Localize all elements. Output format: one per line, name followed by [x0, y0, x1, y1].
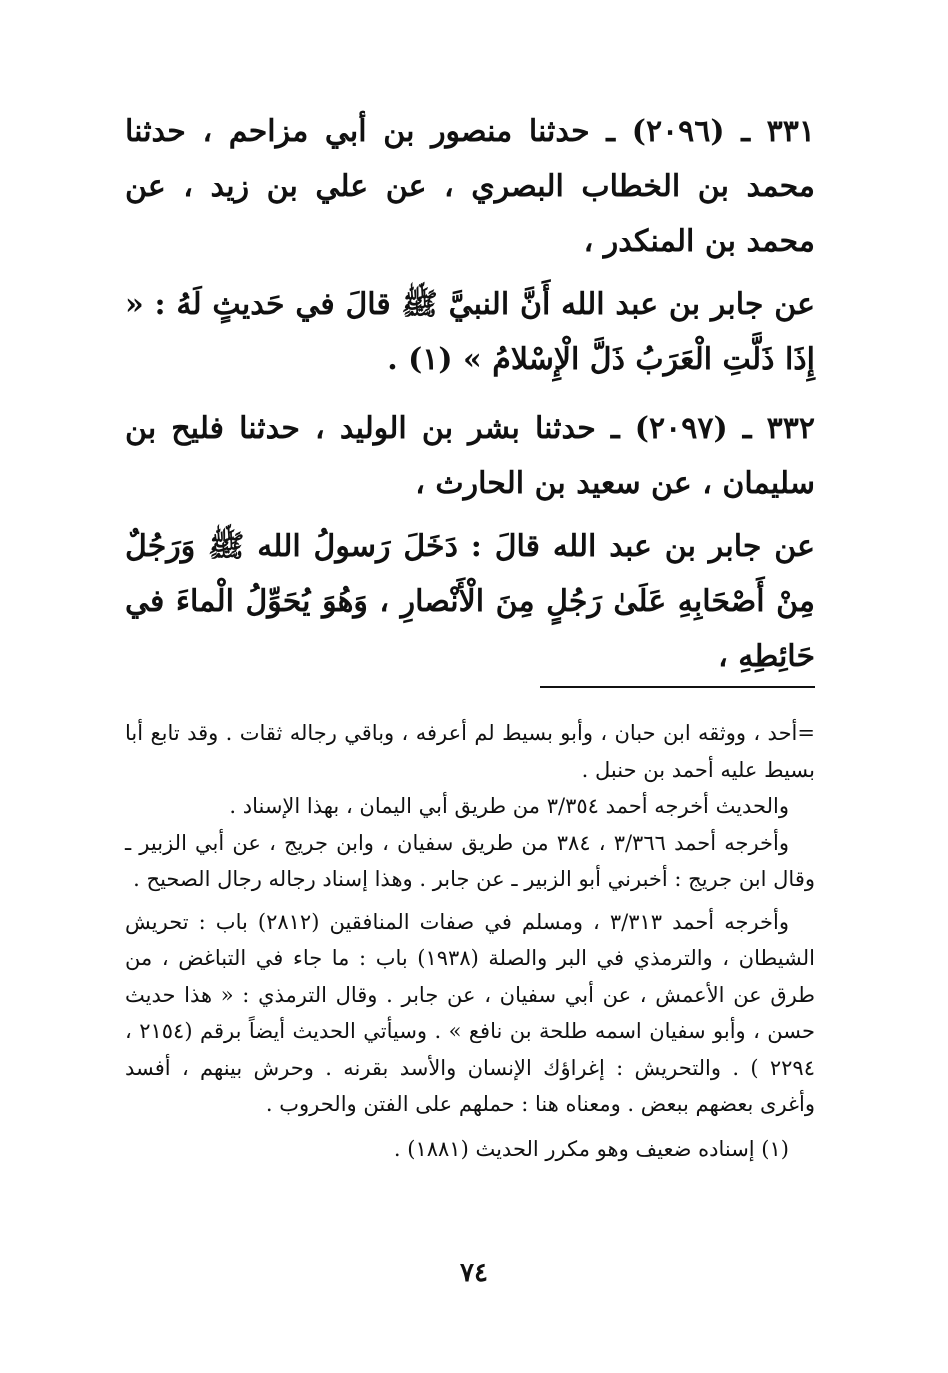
- footnote-divider: [540, 686, 815, 688]
- footnotes: [125, 715, 815, 1167]
- hadith-331-text: [125, 277, 815, 387]
- footnote-paragraph: وأخرجه أحمد ٣/٣٦٦ ، ٣٨٤ من طريق سفيان ، وابن جريج ، عن أبي الزبير ـ وقال ابن جريج : أخبرني أبو الزبير ـ عن جابر . وهذا إسناد رجاله رجال الصحيح .: [125, 830, 815, 891]
- main-text: [125, 104, 815, 684]
- footnote-continuation: =أحد ، ووثقه ابن حبان ، وأبو بسيط لم أعرفه ، وباقي رجاله ثقات . وقد تابع أبا بسيط عليه أحمد بن حنبل .: [125, 721, 815, 782]
- hadith-332-chain: ٣٣٢ ـ (٢٠٩٧) ـ حدثنا بشر بن الوليد ، حدثنا فليح بن سليمان ، عن سعيد بن الحارث ،: [125, 411, 816, 501]
- hadith-331-intro: عن جابر بن عبد الله أَنَّ النبيَّ ﷺ قالَ في حَديثٍ لَهُ : «: [125, 287, 815, 322]
- footnote-paragraph: وأخرجه أحمد ٣/٣١٣ ، ومسلم في صفات المنافقين (٢٨١٢) باب : تحريش الشيطان ، والترمذي في البر والصلة (١٩٣٨) باب : ما جاء في التباغض ، من طرق عن الأعمش ، عن أبي سفيان ، عن جابر . وقال الترمذي : « هذا حديث حسن ، وأبو سفيان اسمه طلحة بن نافع » . وسيأتي الحديث أيضاً برقم (٢١٥٤ ، ٢٢٩٤ ) . والتحريش : إغراؤك الإنسان والأسد بقرنه . وحرش بينهم ، أفسد وأغرى بعضهم ببعض . ومعناه هنا : حملهم على الفتن والحروب .: [125, 909, 816, 1116]
- hadith-332-text: عن جابر بن عبد الله قالَ : دَخَلَ رَسولُ الله ﷺ وَرَجُلٌ مِنْ أَصْحَابِهِ عَلَىٰ رَجُلٍ مِنَ الْأَنْصارِ ، وَهُوَ يُحَوِّلُ الْماءَ في حَائِطِهِ ،: [125, 529, 815, 674]
- hadith-331-quote: إِذَا ذَلَّتِ الْعَرَبُ ذَلَّ الْإِسْلامُ: [492, 342, 815, 377]
- hadith-331-footnote-ref: » (١) .: [387, 342, 482, 377]
- page-number: ٧٤: [460, 1258, 488, 1288]
- footnote-1: (١) إسناده ضعيف وهو مكرر الحديث (١٨٨١) .: [393, 1136, 789, 1161]
- hadith-331-chain: ٣٣١ ـ (٢٠٩٦) ـ حدثنا منصور بن أبي مزاحم ، حدثنا محمد بن الخطاب البصري ، عن علي بن زيد ، عن محمد بن المنكدر ،: [125, 114, 816, 259]
- footnote-paragraph: والحديث أخرجه أحمد ٣/٣٥٤ من طريق أبي اليمان ، بهذا الإسناد .: [229, 794, 789, 818]
